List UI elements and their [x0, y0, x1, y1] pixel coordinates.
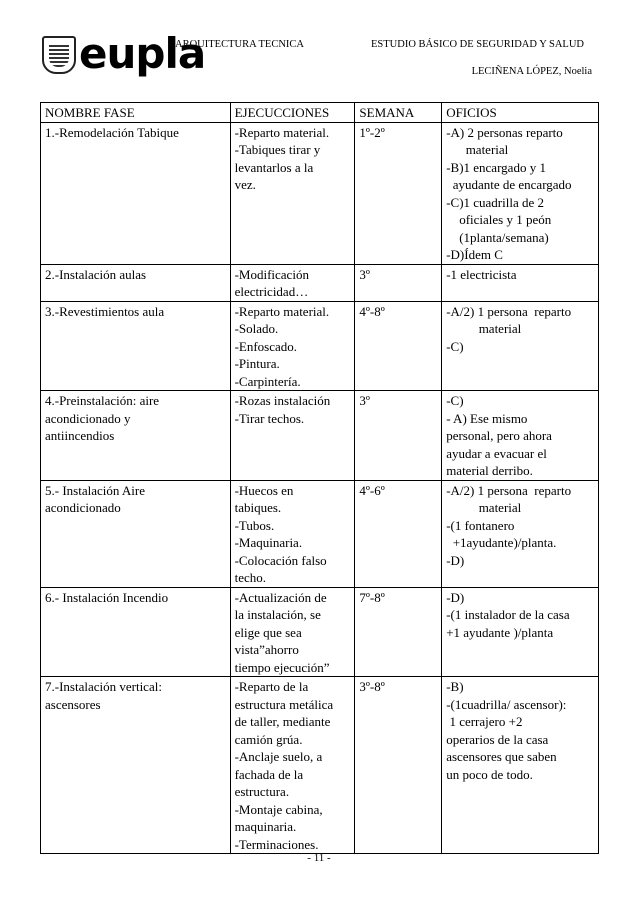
- cell-line: vez.: [234, 177, 256, 192]
- table-row: [41, 677, 599, 854]
- cell-semana: [355, 480, 442, 587]
- cell-semana: [355, 391, 442, 481]
- cell-line: 3.-Revestimientos aula: [45, 303, 165, 319]
- cell-line: 2.-Instalación aulas: [45, 266, 147, 282]
- table-row: [41, 587, 599, 677]
- cell-line: 1 cerrajero +2: [446, 714, 523, 729]
- cell-oficios: [442, 301, 599, 391]
- cell-line: -Anclaje suelo, a: [234, 749, 323, 764]
- cell-line: -A/2) 1 persona reparto: [446, 482, 572, 498]
- cell-semana: [355, 587, 442, 677]
- cell-line: -Actualización de: [234, 589, 327, 605]
- cell-line: ayudar a evacuar el: [446, 445, 547, 461]
- cell-line: -Tubos.: [234, 517, 275, 533]
- cell-line: ayudante de encargado: [446, 177, 572, 192]
- cell-fase: [41, 264, 231, 301]
- header-program: ARQUITECTURA TECNICA: [175, 39, 305, 50]
- cell-line: antiincendios: [45, 428, 115, 443]
- cell-fase: [41, 677, 231, 854]
- cell-line: -D): [446, 589, 465, 605]
- cell-line: levantarlos a la: [234, 159, 314, 175]
- cell-ejecuciones: [230, 480, 355, 587]
- cell-line: ascensores: [45, 696, 101, 712]
- cell-line: -(1 fontanero: [446, 517, 515, 533]
- cell-line: tabiques.: [234, 500, 282, 515]
- cell-line: -B)1 encargado y 1: [446, 159, 546, 175]
- cell-line: -Colocación falso: [234, 552, 327, 568]
- cell-line: 3º: [359, 266, 370, 282]
- cell-line: 4º-8º: [359, 303, 385, 319]
- table-row: [41, 391, 599, 481]
- cell-line: +1ayudante)/planta.: [446, 535, 557, 550]
- header-oficios: OFICIOS: [442, 103, 599, 123]
- cell-line: -Maquinaria.: [234, 535, 303, 550]
- cell-oficios: [442, 587, 599, 677]
- cell-line: 3º: [359, 393, 370, 408]
- cell-line: vista”ahorro: [234, 642, 299, 657]
- cell-line: -Carpintería.: [234, 373, 301, 389]
- cell-line: la instalación, se: [234, 607, 321, 622]
- cell-fase: [41, 391, 231, 481]
- cell-line: fachada de la: [234, 766, 304, 782]
- table-row: [41, 122, 599, 264]
- cell-line: ascensores que saben: [446, 749, 557, 764]
- header-semana: SEMANA: [355, 103, 442, 123]
- cell-line: -Reparto material.: [234, 303, 330, 319]
- cell-line: 1º-2º: [359, 124, 385, 140]
- cell-line: -Terminaciones.: [234, 836, 319, 852]
- cell-line: +1 ayudante )/planta: [446, 624, 554, 640]
- cell-line: estructura metálica: [234, 696, 334, 712]
- cell-ejecuciones: [230, 264, 355, 301]
- cell-semana: [355, 122, 442, 264]
- cell-line: 4º-6º: [359, 482, 385, 498]
- cell-line: - A) Ese mismo: [446, 410, 528, 426]
- cell-line: oficiales y 1 peón: [446, 212, 552, 227]
- cell-line: (1planta/semana): [446, 229, 549, 245]
- cell-line: material: [446, 500, 522, 515]
- cell-ejecuciones: [230, 677, 355, 854]
- header-nombre-fase: NOMBRE FASE: [41, 103, 231, 123]
- cell-line: un poco de todo.: [446, 766, 533, 782]
- cell-line: personal, pero ahora: [446, 428, 552, 443]
- cell-line: 1.-Remodelación Tabique: [45, 124, 179, 140]
- cell-fase: [41, 587, 231, 677]
- eupla-logo: [42, 29, 206, 78]
- cell-line: material: [446, 321, 522, 336]
- cell-line: -1 electricista: [446, 266, 517, 282]
- cell-line: -Reparto material.: [234, 124, 330, 140]
- logo-wordmark: eupla: [79, 29, 206, 78]
- cell-line: 7.-Instalación vertical:: [45, 679, 162, 694]
- cell-fase: [41, 122, 231, 264]
- table-row: [41, 264, 599, 301]
- page-header: [0, 0, 638, 100]
- cell-line: -Reparto de la: [234, 679, 309, 694]
- table-row: [41, 301, 599, 391]
- cell-semana: [355, 677, 442, 854]
- cell-line: techo.: [234, 570, 266, 585]
- cell-line: -Tirar techos.: [234, 410, 305, 426]
- cell-oficios: [442, 480, 599, 587]
- cell-semana: [355, 301, 442, 391]
- header-ejecuciones: EJECUCCIONES: [230, 103, 355, 123]
- cell-line: -Rozas instalación: [234, 393, 331, 408]
- cell-fase: [41, 301, 231, 391]
- cell-line: -Huecos en: [234, 482, 294, 498]
- cell-line: -Montaje cabina,: [234, 801, 323, 817]
- cell-line: -C): [446, 393, 464, 408]
- page-number: - 11 -: [307, 852, 331, 864]
- cell-line: maquinaria.: [234, 819, 297, 834]
- cell-ejecuciones: [230, 301, 355, 391]
- cell-line: -Modificación: [234, 266, 309, 282]
- cell-line: acondicionado: [45, 500, 121, 515]
- cell-line: tiempo ejecución”: [234, 659, 330, 675]
- header-title: ESTUDIO BÁSICO DE SEGURIDAD Y SALUD: [371, 39, 585, 50]
- cell-line: camión grúa.: [234, 731, 303, 747]
- cell-line: -D): [446, 552, 465, 568]
- cell-line: -B): [446, 679, 464, 694]
- cell-line: material derribo.: [446, 463, 533, 478]
- cell-line: electricidad…: [234, 284, 309, 299]
- cell-line: -C): [446, 338, 464, 354]
- cell-line: 5.- Instalación Aire: [45, 482, 145, 498]
- cell-line: de taller, mediante: [234, 714, 331, 729]
- phases-table: [40, 102, 599, 854]
- cell-fase: [41, 480, 231, 587]
- cell-line: -Enfoscado.: [234, 338, 298, 354]
- cell-line: 4.-Preinstalación: aire: [45, 393, 160, 408]
- table-header-row: [41, 103, 599, 123]
- table-row: [41, 480, 599, 587]
- cell-oficios: [442, 391, 599, 481]
- cell-line: -A) 2 personas reparto: [446, 124, 563, 140]
- header-author: LECIÑENA LÓPEZ, Noelia: [471, 66, 592, 77]
- cell-oficios: [442, 264, 599, 301]
- cell-line: -Solado.: [234, 321, 279, 336]
- cell-line: acondicionado y: [45, 410, 131, 426]
- cell-line: 6.- Instalación Incendio: [45, 589, 169, 605]
- cell-line: -(1cuadrilla/ ascensor):: [446, 696, 567, 712]
- cell-oficios: [442, 122, 599, 264]
- cell-line: -D)Ídem C: [446, 247, 503, 262]
- cell-line: elige que sea: [234, 624, 302, 640]
- cell-ejecuciones: [230, 122, 355, 264]
- cell-line: estructura.: [234, 784, 290, 799]
- university-seal-icon: [42, 36, 76, 74]
- cell-line: -A/2) 1 persona reparto: [446, 303, 572, 319]
- cell-oficios: [442, 677, 599, 854]
- cell-line: -C)1 cuadrilla de 2: [446, 194, 545, 210]
- cell-line: 3º-8º: [359, 679, 385, 694]
- cell-line: -(1 instalador de la casa: [446, 607, 570, 622]
- cell-line: -Tabiques tirar y: [234, 142, 321, 157]
- cell-semana: [355, 264, 442, 301]
- cell-ejecuciones: [230, 391, 355, 481]
- cell-line: material: [446, 142, 509, 157]
- cell-line: 7º-8º: [359, 589, 385, 605]
- cell-line: operarios de la casa: [446, 731, 549, 747]
- cell-line: -Pintura.: [234, 356, 280, 371]
- cell-ejecuciones: [230, 587, 355, 677]
